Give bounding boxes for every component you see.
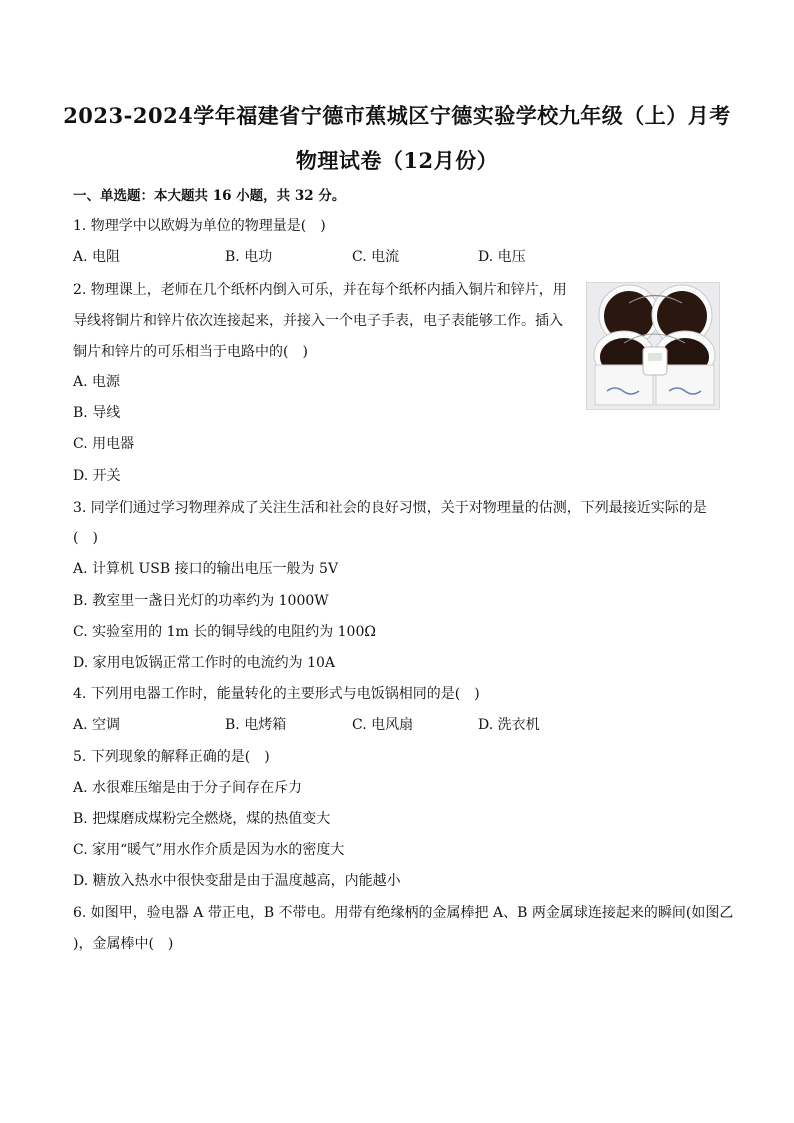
question-1-option-c: C. 电流 bbox=[352, 249, 400, 265]
question-2-option-a: A. 电源 bbox=[73, 374, 121, 390]
title-line-2: 物理试卷（12月份） bbox=[295, 148, 499, 173]
question-5-option-b: B. 把煤磨成煤粉完全燃烧，煤的热值变大 bbox=[73, 811, 331, 827]
question-6-stem-line-1: 6. 如图甲，验电器 A 带正电，B 不带电。用带有绝缘柄的金属棒把 A、B 两金属球连接起来的瞬间(如图乙 bbox=[73, 905, 734, 921]
question-3-stem-line-2: ( ) bbox=[73, 530, 98, 546]
question-1-option-d: D. 电压 bbox=[478, 249, 526, 265]
question-2-option-c: C. 用电器 bbox=[73, 436, 135, 452]
question-2-option-b: B. 导线 bbox=[73, 405, 121, 421]
question-4-option-c: C. 电风扇 bbox=[352, 717, 414, 733]
question-1-option-b: B. 电功 bbox=[225, 249, 273, 265]
question-2-stem-line-1: 2. 物理课上，老师在几个纸杯内倒入可乐，并在每个纸杯内插入铜片和锌片，用 bbox=[73, 282, 567, 298]
question-5-option-a: A. 水很难压缩是由于分子间存在斥力 bbox=[73, 780, 303, 796]
question-4-stem: 4. 下列用电器工作时，能量转化的主要形式与电饭锅相同的是( ) bbox=[73, 686, 480, 702]
question-2-option-d: D. 开关 bbox=[73, 468, 121, 484]
question-3-stem-line-1: 3. 同学们通过学习物理养成了关注生活和社会的良好习惯，关于对物理量的估测，下列最接近实际的是 bbox=[73, 500, 707, 516]
question-2-stem-line-2: 导线将铜片和锌片依次连接起来，并接入一个电子手表，电子表能够工作。插入 bbox=[73, 313, 563, 329]
question-3-option-b: B. 教室里一盏日光灯的功率约为 1000W bbox=[73, 593, 329, 609]
question-3-option-a: A. 计算机 USB 接口的输出电压一般为 5V bbox=[73, 561, 339, 577]
question-5-option-d: D. 糖放入热水中很快变甜是由于温度越高，内能越小 bbox=[73, 873, 401, 889]
question-4-option-a: A. 空调 bbox=[73, 717, 121, 733]
question-4-option-b: B. 电烤箱 bbox=[225, 717, 287, 733]
question-5-option-c: C. 家用“暖气”用水作介质是因为水的密度大 bbox=[73, 842, 345, 858]
question-5-stem: 5. 下列现象的解释正确的是( ) bbox=[73, 749, 270, 765]
section-heading: 一、单选题：本大题共 16 小题，共 32 分。 bbox=[73, 188, 346, 204]
question-6-stem-line-2: )，金属棒中( ) bbox=[73, 936, 174, 952]
question-1-stem: 1. 物理学中以欧姆为单位的物理量是( ) bbox=[73, 218, 326, 234]
title-line-1: 2023-2024学年福建省宁德市蕉城区宁德实验学校九年级（上）月考 bbox=[63, 103, 731, 128]
cola-cups-photo bbox=[586, 282, 720, 410]
question-3-option-d: D. 家用电饭锅正常工作时的电流约为 10A bbox=[73, 655, 336, 671]
question-2-stem-line-3: 铜片和锌片的可乐相当于电路中的( ) bbox=[73, 344, 308, 360]
question-3-option-c: C. 实验室用的 1m 长的铜导线的电阻约为 100Ω bbox=[73, 624, 376, 640]
question-4-option-d: D. 洗衣机 bbox=[478, 717, 540, 733]
question-1-option-a: A. 电阻 bbox=[73, 249, 121, 265]
